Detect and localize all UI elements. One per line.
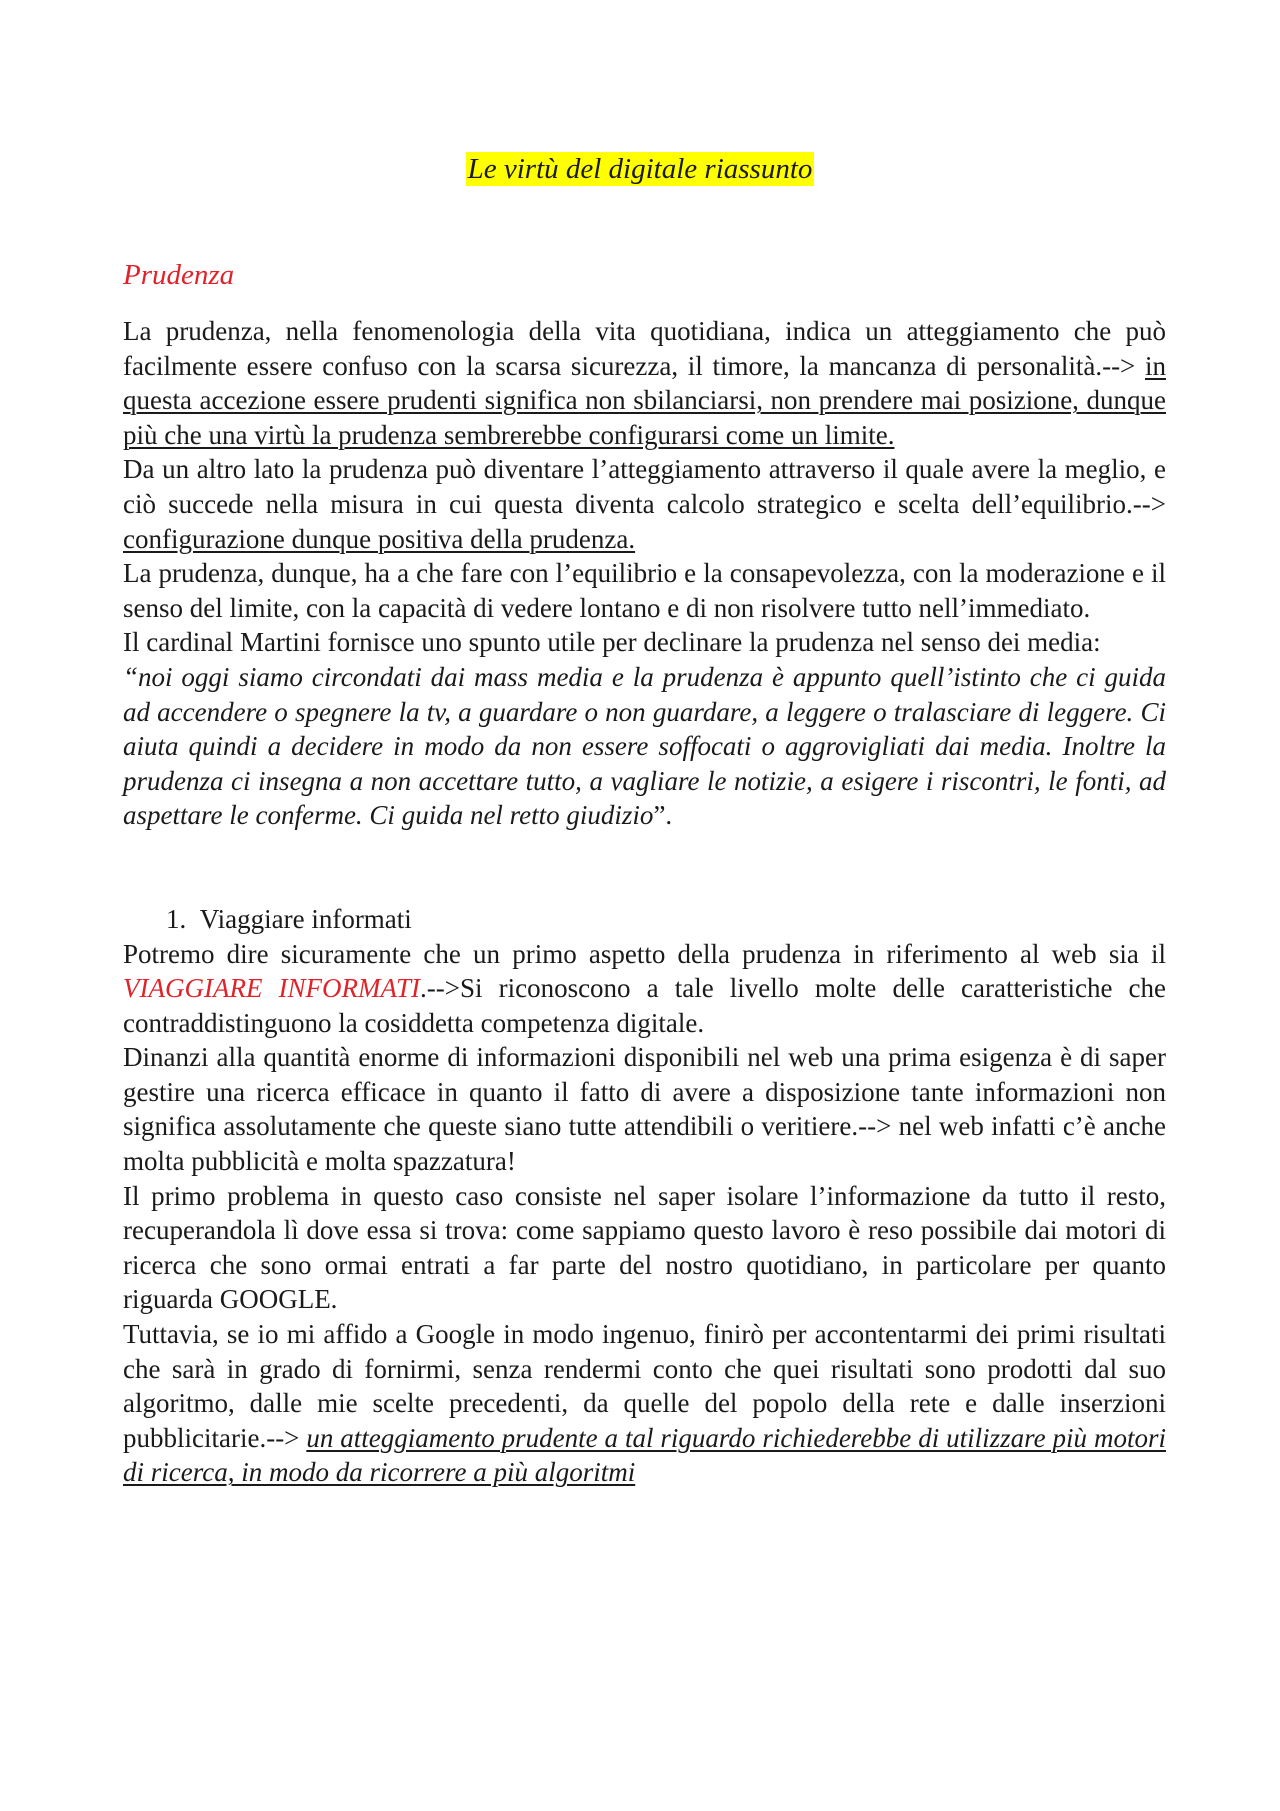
paragraph-2-underlined: configurazione dunque positiva della prudenza. (123, 523, 636, 554)
paragraph-1 (123, 314, 1166, 452)
paragraph-8-text: Tuttavia, se io mi affido a Google in modo ingenuo, finirò per accontentarmi dei primi risultati che sarà in grado di fornirmi, senza rendermi conto che quei risultati sono prodotti dal suo algoritmo, dalle mie scelte precedenti, da quelle del popolo della rete e dalle inserzioni pubblicitarie.--> (123, 1319, 1166, 1453)
martini-quote-close: ”. (653, 800, 673, 831)
document-body (123, 258, 1166, 1490)
list-item-viaggiare-informati (123, 902, 1166, 937)
paragraph-1-text: La prudenza, nella fenomenologia della vita quotidiana, indica un atteggiamento che può facilmente essere confuso con la scarsa sicurezza, il timore, la mancanza di personalità.--> (123, 316, 1166, 381)
paragraph-5-after: .-->Si riconoscono a tale livello molte delle caratteristiche che contraddistinguono la cosiddetta competenza digitale. (123, 973, 1166, 1038)
martini-quote-text: “noi oggi siamo circondati dai mass media e la prudenza è appunto quell’istinto che ci guida ad accendere o spegnere la tv, a guardare o non guardare, a leggere o tralasciare di leggere. Ci aiuta quindi a decidere in modo da non essere soffocati o aggrovigliati dai media. Inoltre la prudenza ci insegna a non accettare tutto, a vagliare le notizie, a esigere i riscontri, le fonti, ad aspettare le conferme. Ci guida nel retto giudizio (123, 661, 1166, 831)
paragraph-1-underlined: in questa accezione essere prudenti significa non sbilanciarsi, non prendere mai posizione, dunque più che una virtù la prudenza sembrerebbe configurarsi come un limite. (123, 350, 1166, 450)
paragraph-4: Il cardinal Martini fornisce uno spunto utile per declinare la prudenza nel senso dei media: (123, 627, 1101, 658)
paragraph-6: Dinanzi alla quantità enorme di informazioni disponibili nel web una prima esigenza è di saper gestire una ricerca efficace in quanto il fatto di avere a disposizione tante informazioni non significa assolutamente che queste siano tutte attendibili o veritiere.--> nel web infatti c’è anche molta pubblicità e molta spazzatura! (123, 1042, 1166, 1177)
paragraph-8 (123, 1317, 1166, 1490)
section-spacer (123, 833, 1166, 902)
document-title: Le virtù del digitale riassunto (467, 153, 813, 185)
paragraph-8-underlined-italic: un atteggiamento prudente a tal riguardo richiederebbe di utilizzare più motori di ricerca, in modo da ricorrere a più algoritmi (123, 1422, 1166, 1488)
paragraph-2 (123, 452, 1166, 556)
paragraph-3: La prudenza, dunque, ha a che fare con l’equilibrio e la consapevolezza, con la moderazione e il senso del limite, con la capacità di vedere lontano e di non risolvere tutto nell’immediato. (123, 558, 1166, 623)
paragraph-2-text: Da un altro lato la prudenza può diventare l’atteggiamento attraverso il quale avere la meglio, e ciò succede nella misura in cui questa diventa calcolo strategico e scelta dell’equilibrio.--> (123, 454, 1166, 519)
paragraph-5 (123, 937, 1166, 1041)
paragraph-5-highlight: VIAGGIARE INFORMATI (123, 973, 421, 1004)
paragraph-5-before: Potremo dire sicuramente che un primo aspetto della prudenza in riferimento al web sia il (123, 938, 1166, 969)
martini-quote (123, 660, 1166, 833)
paragraph-7: Il primo problema in questo caso consiste nel saper isolare l’informazione da tutto il resto, recuperandola lì dove essa si trova: come sappiamo questo lavoro è reso possibile dai motori di ricerca che sono ormai entrati a far parte del nostro quotidiano, in particolare per quanto riguarda GOOGLE. (123, 1180, 1166, 1315)
title-container (0, 152, 1280, 186)
section-heading-prudenza: Prudenza (123, 259, 235, 291)
list-item-label: Viaggiare informati (199, 903, 412, 934)
list-item-number: 1. (166, 903, 187, 934)
